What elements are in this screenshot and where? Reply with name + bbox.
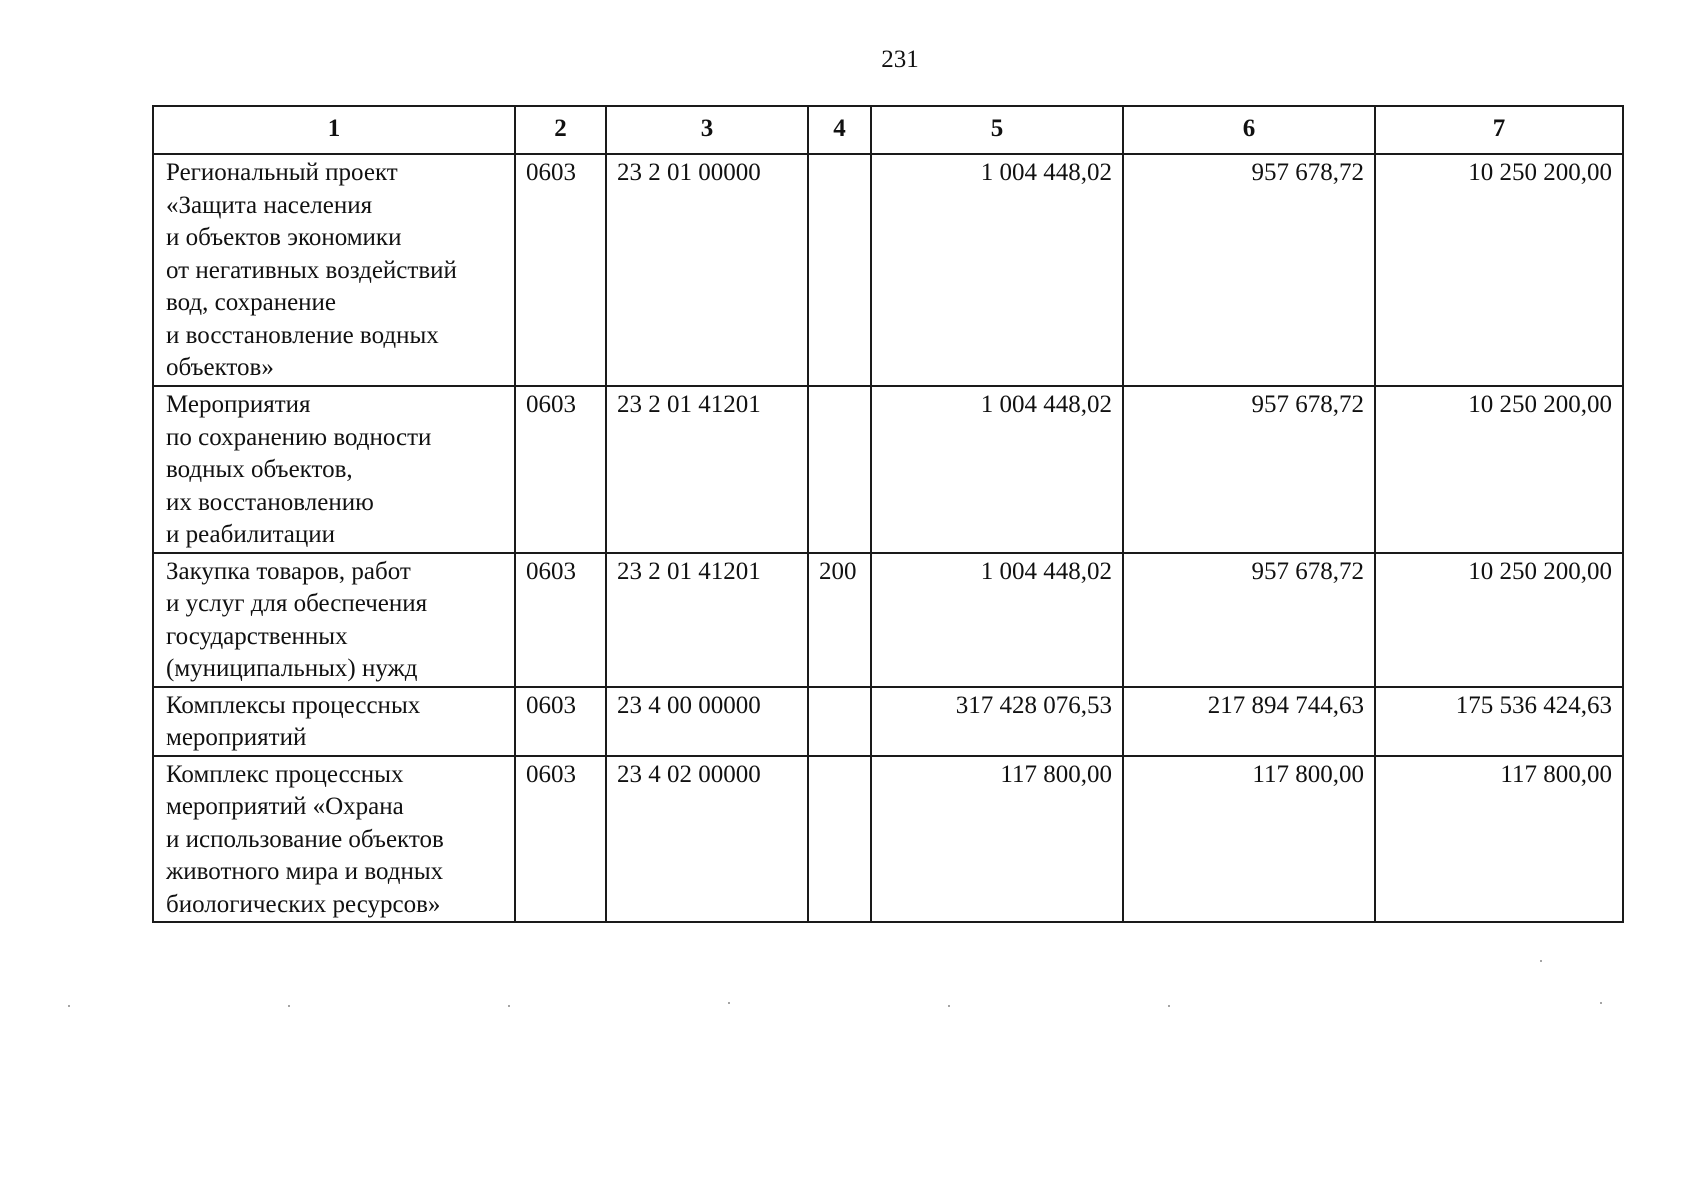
target-code: 23 2 01 00000 [606,154,808,386]
section-code: 0603 [515,154,606,386]
target-code: 23 2 01 41201 [606,386,808,553]
amount-col-7: 117 800,00 [1375,756,1623,923]
amount-col-5: 1 004 448,02 [871,154,1123,386]
scan-speck [1168,1005,1170,1007]
table-row [153,756,1623,923]
row-name: Комплексы процессных мероприятий [153,687,515,756]
scan-speck [728,1002,730,1004]
column-header-1: 1 [153,106,515,154]
amount-col-5: 117 800,00 [871,756,1123,923]
row-name: Закупка товаров, работ и услуг для обеспечения государственных (муниципальных) нужд [153,553,515,687]
column-header-6: 6 [1123,106,1375,154]
expense-type [808,154,871,386]
column-header-2: 2 [515,106,606,154]
scan-speck [508,1005,510,1007]
amount-col-6: 217 894 744,63 [1123,687,1375,756]
amount-col-5: 1 004 448,02 [871,386,1123,553]
amount-col-7: 10 250 200,00 [1375,553,1623,687]
target-code: 23 4 02 00000 [606,756,808,923]
amount-col-7: 10 250 200,00 [1375,154,1623,386]
section-code: 0603 [515,553,606,687]
scan-speck [948,1005,950,1007]
column-header-5: 5 [871,106,1123,154]
table-row [153,553,1623,687]
table-row [153,154,1623,386]
budget-table [152,105,1624,923]
expense-type: 200 [808,553,871,687]
scan-speck [1600,1002,1602,1004]
column-header-7: 7 [1375,106,1623,154]
expense-type [808,756,871,923]
expense-type [808,687,871,756]
scan-speck [1540,960,1542,962]
row-name: Региональный проект «Защита населения и объектов экономики от негативных воздействий вод, сохранение и восстановление водных объектов» [153,154,515,386]
table-header-row [153,106,1623,154]
amount-col-7: 10 250 200,00 [1375,386,1623,553]
target-code: 23 4 00 00000 [606,687,808,756]
section-code: 0603 [515,756,606,923]
table-row [153,386,1623,553]
amount-col-6: 117 800,00 [1123,756,1375,923]
scan-speck [288,1005,290,1007]
expense-type [808,386,871,553]
column-header-4: 4 [808,106,871,154]
amount-col-7: 175 536 424,63 [1375,687,1623,756]
scan-speck [68,1005,70,1007]
amount-col-6: 957 678,72 [1123,386,1375,553]
section-code: 0603 [515,386,606,553]
section-code: 0603 [515,687,606,756]
row-name: Мероприятия по сохранению водности водных объектов, их восстановлению и реабилитации [153,386,515,553]
amount-col-6: 957 678,72 [1123,154,1375,386]
amount-col-5: 317 428 076,53 [871,687,1123,756]
target-code: 23 2 01 41201 [606,553,808,687]
amount-col-6: 957 678,72 [1123,553,1375,687]
column-header-3: 3 [606,106,808,154]
row-name: Комплекс процессных мероприятий «Охрана и использование объектов животного мира и водных биологических ресурсов» [153,756,515,923]
table-row [153,687,1623,756]
amount-col-5: 1 004 448,02 [871,553,1123,687]
page-number: 231 [881,46,919,73]
